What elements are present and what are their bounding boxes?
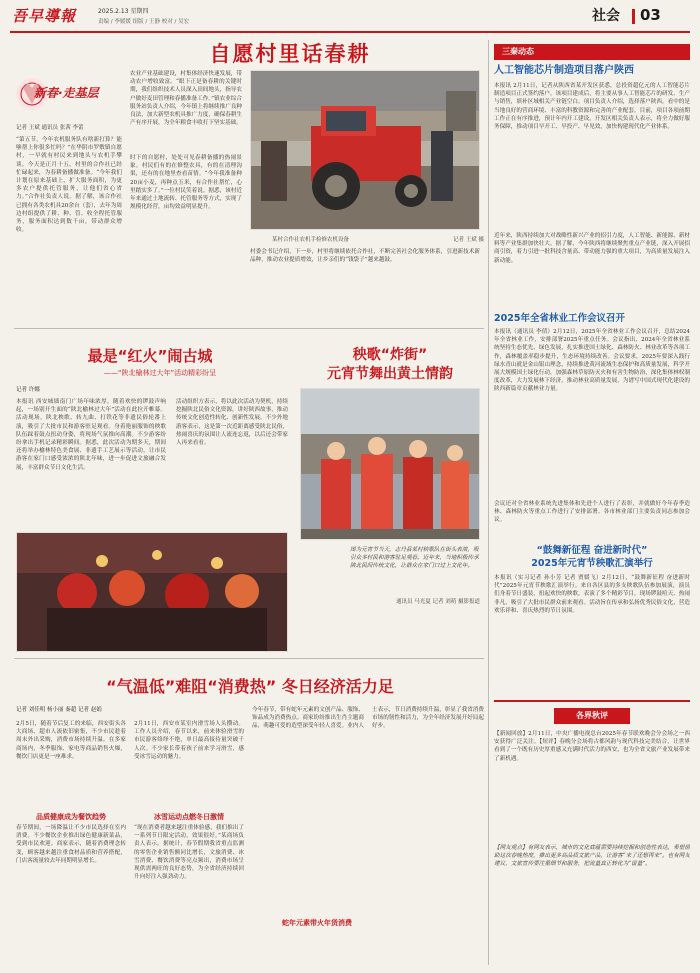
main-col3: 时下的自愿村，处处可见春耕备播的热闹景象。村民们有的在修整农具，有的在清理沟渠，还有的在地里查看苗情。“今年我准备种20亩小麦，再种点玉米，有合作社帮忙，心里踏实多了。”一位村民笑着说。据悉，该村近年来通过土地流转、托管服务等方式，实现了规模化经营，亩均效益明显提升。 [130,155,242,211]
opinion-box [494,700,690,964]
masthead [0,0,700,36]
opinion-header-label: 各界秋评 [576,711,608,720]
brand-logo: 吾早導報 [12,7,77,25]
main-byline: 记者 王斌 通讯员 张茜 李蕾 [16,125,84,131]
main-col4: 村委会书记介绍，下一步，村里将继续依托合作社，不断完善社会化服务体系，引进新技术新品种，推动农业提质增效，让乡亲们的“钱袋子”越来越鼓。 [250,249,480,264]
sidebar-s1-text2: 近年来，陕西持续加大对战略性新兴产业的招引力度，人工智能、新能源、新材料等产业集群加快壮大。据了解，今年陕西将继续聚焦重点产业链，深入开展招商引资，着力引进一批科技含量高、带动能力强的重大项目，为高质量发展注入新动能。 [494,233,690,264]
yangge-headline: 秧歌“炸街” 元宵节舞出黄土情韵 [327,347,453,382]
yangge-credit: 通讯员 马光夏 记者 刘萌 摄影报道 [396,599,480,605]
main-headline: 自愿村里话春耕 [209,42,371,66]
xiaofei-subhead-3: 蛇年元素带火年货消费 [282,919,352,927]
divider-1 [14,328,484,329]
xiaofei-subhead-2: 冰雪运动点燃冬日激情 [154,813,224,821]
xiaofei-col3: 2月11日，西安市某室内滑雪场人头攒动。工作人员介绍，春节以来，前来体验滑雪的市民游客络绎不绝，单日最高接待量突破千人次。不少家长带着孩子前来学习滑雪，感受冰雪运动的魅力。 [134,721,244,760]
xiaofei-headline: “气温低”难阻“消费热” 冬日经济活力足 [106,677,394,696]
yangge-photo [300,388,480,540]
xiaofei-col1: 2月5日，随着节后复工的来临，西安街头各大商场、超市人流依旧密集，不少市民趁着周末外出采购，消费市场持续升温。在多家商场内，冬季服饰、家电等商品销售火爆，餐饮门店更是一座难求。 [16,721,126,760]
opinion-text: 【新闻回放】2月11日，中央广播电视总台2025年春节联欢晚会分会场之一西安获得广泛关注。【短评】春晚分会场将古都风韵与现代科技完美结合，让世界看到了一个既有历史厚重感又充满时代活力的西安，也为全省文旅产业发展带来了新机遇。 [494,731,690,762]
main-col1: “第五节，今年农机服务队有啥新打算？能够帮上你很多忙吗？”在华阴市罗敷镇自愿村，一早就有村民来到地头与农机手攀谈。今天是正月十五，村里的合作社已经忙碌起来，为春耕备播做准备。“今年我们计划在原来基础上，扩大服务面积，为更多农户提供托管服务，让他们省心省力。”合作社负责人说。据了解，该合作社已拥有各类农机具20余台（套），去年为周边村组提供了耕、种、管、收全程托管服务，服务面积达到数千亩，带动群众增收。 [16,137,122,234]
huohuo-byline: 记者 许娜 [16,387,40,393]
xiaofei-col2: 春节期间，一场降温让不少市民选择在室内消费。不少餐饮企业推出绿色健康新菜品，受到市民欢迎。商家表示，随着消费理念转变，顾客越来越注重食材品质和营养搭配，门店客流量较去年同期明显增长。 [16,825,126,864]
sidebar-s2-title: 2025年全省林业工作会议召开 [494,313,625,324]
masthead-rule [10,31,690,33]
badge-text: 新春·走基层 [34,86,99,100]
xiaofei-byline: 记者 刘佳明 杨小丽 秦超 记者 赵娟 [16,707,102,713]
section-name: 社会 [592,8,620,24]
huohuo-subtitle: ——“陕北榆林过大年”活动精彩纷呈 [103,369,217,377]
main-photo [250,70,480,230]
sidebar-header-label: 三秦动态 [502,47,534,56]
opinion-text2: 【网友观点】有网友表示，城市的文化底蕴需要持续挖掘和创造性表达，希望借助这次春晚热度，推出更多高品质文旅产品，让游客“来了还想再来”。也有网友建议，文旅宣传要注重细节和服务，把流量真正转化为“留量”。 [494,845,690,868]
huohuo-col1: 本报讯 西安城墙南门广场年味浓厚。随着欢快的锣鼓声响起，一场别开生面的“陕北榆林过大年”活动在此拉开帷幕。活动现场，陕北秧歌、转九曲、打铁花等非遗民俗轮番上演，吸引了大批市民和游客驻足观看。身着艳丽服饰的秧歌队伍踩着鼓点扭动身姿，将现场气氛推向高潮。不少游客纷纷拿出手机记录精彩瞬间。据悉，此次活动为期多天，期间还将举办榆林特色美食展、非遗手工艺展示等活动，让市民游客在家门口感受浓浓的陕北年味，进一步促进文旅融合发展，丰富群众节日文化生活。 [16,399,166,471]
sidebar-s2-text: 本报讯（通讯员 李倩）2月12日，2025年全省林业工作会议召开，总结2024年全省林业工作，安排部署2025年重点任务。会议指出，2024年全省林业系统坚持生态优先、绿色发展，扎实推进国土绿化、森林防火、林业改革等各项工作，森林覆盖率稳步提升，生态环境持续改善。会议要求，2025年要深入践行绿水青山就是金山银山理念，持续推进黄河流域生态保护和高质量发展，科学开展大规模国土绿化行动，加强森林草原防灭火和有害生物防治，深化集体林权制度改革，大力发展林下经济，推动林业高质量发展，为谱写中国式现代化建设的陕西新篇章贡献林业力量。 [494,329,690,393]
yangge-caption: 图为元宵节当天，志丹县某村秧歌队在街头表演，吸引众多村民和游客驻足观看。近年来，当地积极传承陕北民间传统文化，让群众在家门口过上文化年。 [350,547,479,570]
huohuo-photo [16,532,288,652]
sidebar-header [494,44,690,60]
sidebar-s2-text2: 会议还对全省林业系统先进集体和先进个人进行了表彰，并就做好今年春季造林、森林防火等重点工作进行了安排部署。各市林业部门主要负责同志参加会议。 [494,501,690,524]
sidebar-s3-text: 本报讯（实习记者 孙小芳 记者 贾媛飞）2月12日，“鼓舞新征程 奋进新时代”2025年元宵节秧歌汇演举行。来自各区县的多支秧歌队伍参加展演，演员们身着节日盛装，扭起欢快的秧歌，表演了多个精彩节目，现场锣鼓喧天、热闹非凡，吸引了大批市民群众前来观看。活动旨在传承和弘扬优秀民俗文化，营造欢乐祥和、喜庆热烈的节日氛围。 [494,575,690,614]
main-col2: 农业产业基础建设，村集体经济快速发展，带动农户增收致富。“眼下正是备春耕的关键时期，我们组织技术人员深入田间地头，指导农户做好麦田管理和春播准备工作。”镇农业综合服务站负责人介绍，今年镇上将继续推广良种良法，加大新型农机具推广力度，确保春耕生产有序开展，为全年粮食丰收打下坚实基础。 [130,71,242,127]
huohuo-headline: 最是“红火”闹古城 [87,347,213,365]
xiaofei-col4: 今年春节，带有蛇年元素的文创产品、服饰、饰品成为消费热点。商家纷纷推出生肖主题商品，萌趣可爱的造型深受年轻人喜爱。业内人士表示，节日消费持续升温，彰显了我省消费市场的韧性和活力，为全年经济发展开好局起好步。 [252,707,484,730]
editors-line: 责编 / 李媛媛 组版 / 王静 校对 / 吴宏 [98,19,190,25]
page-number: 03 [640,6,661,24]
huohuo-col2: 活动组织方表示，将以此次活动为契机，持续挖掘陕北民俗文化资源，讲好陕西故事，推动传统文化创造性转化、创新性发展。不少外地游客表示，这是第一次近距离感受陕北民俗，热闹喜庆的氛围让人流连忘返，以后还会带家人再来看看。 [176,399,288,447]
vertical-divider [488,40,489,965]
sidebar-s1-title: 人工智能芯片制造项目落户陕西 [494,65,634,76]
new-spring-badge [14,74,114,114]
main-photo-credit: 记者 王斌 摄 [453,237,484,243]
yangge-performers-photo [301,389,480,540]
issue-date: 2025.2.13 星期四 [98,8,149,15]
tractor-photo [251,71,480,230]
xiaofei-col3b: “现在消费者越来越注重体验感，我们推出了一系列节日限定活动，效果很好。”某商场负责人表示。据统计，春节假期我省重点监测的零售企业销售额同比增长，文旅消费、冰雪消费、餐饮消费等亮点频出，消费市场呈现供需两旺的良好态势，为全省经济持续回升向好注入强劲动力。 [134,825,244,881]
section-marker [632,9,635,24]
xiaofei-subhead-1: 品质健康成为餐饮趋势 [36,813,106,821]
opinion-header [554,708,630,724]
main-photo-caption: 某村合作社农机手检修农机设备 [272,237,350,243]
divider-2 [14,658,484,659]
festival-photo [17,533,288,652]
sidebar-s3-title: “鼓舞新征程 奋进新时代” 2025年元宵节秧歌汇演举行 [531,545,653,569]
sidebar-s1-text: 本报讯 2月11日，记者从陕西省某开发区获悉，总投资超亿元的人工智能芯片制造项目正式签约落户。该项目建成后，将主要从事人工智能芯片的研发、生产与销售，填补区域相关产业链空白。项目负责人介绍，选择落户陕西，看中的是当地良好的营商环境、丰富的科教资源和完善的产业配套。目前，项目各项前期工作正在有序推进，预计年内开工建设。开发区相关负责人表示，将全力做好服务保障，推动项目早开工、早投产、早见效，加快构建现代化产业体系。 [494,83,690,131]
